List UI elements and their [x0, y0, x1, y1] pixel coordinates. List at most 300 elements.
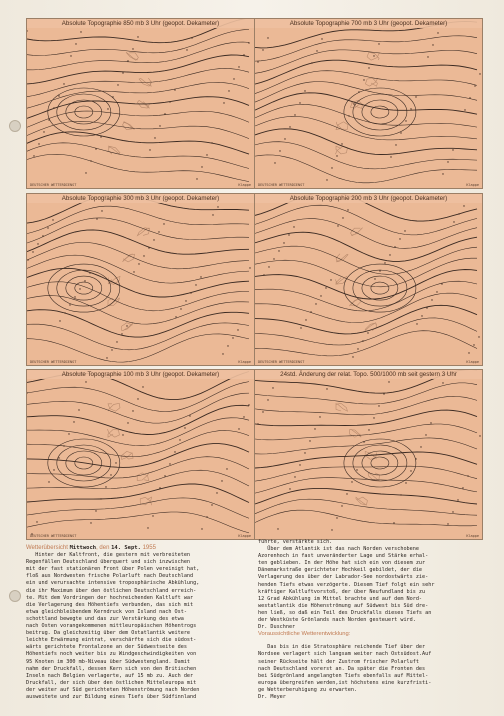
station-dot	[106, 357, 107, 358]
map-footer: DEUTSCHER WETTERDIENST	[30, 534, 77, 538]
map-100mb	[26, 369, 255, 540]
station-dot	[126, 325, 127, 326]
isobar	[27, 444, 249, 468]
text-line: floß aus Nordwesten frische Polarluft nach Deutschland	[26, 573, 194, 580]
station-dot	[330, 279, 331, 280]
station-dot	[400, 132, 401, 133]
text-line: seiner Rückseite hält der Zustrom frischer Polarluft	[258, 658, 419, 665]
report-label: Wetterübersicht	[26, 545, 68, 551]
station-dot	[347, 209, 348, 210]
isobar	[27, 242, 249, 268]
station-dot	[299, 464, 300, 465]
station-dot	[421, 315, 422, 316]
station-dot	[473, 344, 474, 345]
station-dot	[238, 66, 239, 67]
station-dot	[384, 262, 385, 263]
station-dot	[363, 79, 364, 80]
isobar	[27, 484, 249, 503]
station-dot	[452, 149, 453, 150]
pressure-centre-ring	[344, 88, 416, 136]
contour-lines	[255, 370, 482, 539]
station-dot	[190, 292, 191, 293]
station-dot	[27, 259, 28, 260]
station-dot	[142, 386, 143, 387]
coastline	[336, 122, 348, 130]
station-dot	[437, 32, 438, 33]
station-dot	[89, 272, 90, 273]
station-dot	[58, 95, 59, 96]
station-dot	[68, 433, 69, 434]
isobar	[255, 383, 477, 404]
station-dot	[70, 55, 71, 56]
text-line: Azorenhoch in fast unveränderter Lage und Stärke erhal-	[258, 553, 429, 560]
text-line: wärts gerichtete Frontalzone an der Südwestseite des	[26, 644, 187, 651]
isobar	[255, 36, 477, 61]
isobar	[27, 111, 249, 127]
station-dot	[79, 288, 80, 289]
station-dot	[341, 143, 342, 144]
pressure-centre-ring	[75, 106, 93, 118]
station-dot	[33, 155, 34, 156]
station-dot	[326, 179, 327, 180]
station-dot	[441, 283, 442, 284]
isobar	[255, 396, 477, 414]
isobar	[27, 268, 249, 297]
isobar	[255, 293, 477, 323]
station-dot	[153, 239, 154, 240]
station-dot	[267, 399, 268, 400]
station-dot	[467, 475, 468, 476]
map-title: Absolute Topographie 850 mb 3 Uhr (geopot. Dekameter)	[27, 19, 254, 28]
contour-lines	[27, 370, 254, 539]
station-dot	[110, 474, 111, 475]
coastline	[350, 298, 361, 306]
station-dot	[336, 517, 337, 518]
station-dot	[474, 85, 475, 86]
station-dot	[212, 214, 213, 215]
text-line: hen ließ, so daß ein Teil des Druckfalls dieses Tiefs an	[258, 609, 432, 616]
station-dot	[85, 172, 86, 173]
pressure-centre-ring	[362, 100, 398, 124]
station-dot	[404, 230, 405, 231]
isobar	[27, 230, 249, 254]
station-dot	[289, 126, 290, 127]
station-dot	[59, 320, 60, 321]
report-heading	[26, 545, 250, 552]
station-dot	[468, 352, 469, 353]
text-line: der weiter auf Süd gerichteten Höhenströmung nach Norden	[26, 686, 200, 693]
station-dot	[316, 50, 317, 51]
station-dot	[43, 131, 44, 132]
station-dot	[356, 469, 357, 470]
station-dot	[373, 417, 374, 418]
map-stamp: Klappe	[238, 183, 251, 187]
station-dot	[121, 333, 122, 334]
text-line: Über dem Atlantik ist das nach Norden verschobene	[258, 546, 419, 553]
station-dot	[226, 468, 227, 469]
station-dot	[267, 37, 268, 38]
station-dot	[196, 178, 197, 179]
station-dot	[304, 90, 305, 91]
station-dot	[233, 78, 234, 79]
isobar	[255, 142, 477, 169]
coastline	[351, 228, 363, 236]
pressure-centre-ring	[75, 282, 93, 294]
station-dot	[447, 523, 448, 524]
map-thickness-change	[254, 369, 483, 540]
station-dot	[248, 42, 249, 43]
signature-meyer: Dr. Meyer	[258, 693, 286, 700]
station-dot	[277, 528, 278, 529]
station-dot	[127, 422, 128, 423]
station-dot	[211, 142, 212, 143]
forecast-body	[258, 644, 480, 694]
text-line: europa übergreifen werden,ist höchstens eine kurzfristi-	[258, 679, 432, 686]
map-stamp: Klappe	[238, 360, 251, 364]
station-dot	[243, 54, 244, 55]
station-dot	[272, 387, 273, 388]
text-line: Hinter der Kaltfront, die gestern mit verbreiteten	[26, 552, 191, 559]
station-dot	[368, 429, 369, 430]
station-dot	[300, 327, 301, 328]
pressure-centre-ring	[371, 457, 389, 469]
station-dot	[442, 173, 443, 174]
text-line: die Verlagerung des Höhentiefs verbunden, das sich mit	[26, 601, 194, 608]
station-dot	[294, 476, 295, 477]
station-dot	[305, 319, 306, 320]
pressure-centre-ring	[353, 94, 407, 130]
contour-lines	[27, 194, 254, 365]
map-stamp: Klappe	[238, 534, 251, 538]
station-dot	[228, 90, 229, 91]
station-dot	[388, 381, 389, 382]
map-footer: DEUTSCHER WETTERDIENST	[30, 360, 77, 364]
station-dot	[95, 148, 96, 149]
text-line: ein und verursachte intensive troposphärische Abkühlung,	[26, 580, 200, 587]
station-dot	[363, 441, 364, 442]
isobar	[255, 60, 477, 84]
station-dot	[148, 247, 149, 248]
text-line: schottland bewegte und das zur Verstärkung des etwa	[26, 615, 184, 622]
station-dot	[284, 138, 285, 139]
station-dot	[367, 332, 368, 333]
isobar	[27, 393, 249, 423]
station-dot	[116, 341, 117, 342]
station-dot	[111, 349, 112, 350]
text-line: te. Mit dem Vordringen der hochreichenden Kaltluft war	[26, 594, 194, 601]
contour-lines	[27, 19, 254, 188]
coastline	[365, 78, 377, 86]
isobar	[255, 466, 477, 481]
station-dot	[331, 167, 332, 168]
station-dot	[38, 143, 39, 144]
map-footer: DEUTSCHER WETTERDIENST	[258, 360, 305, 364]
station-dot	[469, 97, 470, 98]
station-dot	[53, 469, 54, 470]
station-dot	[96, 218, 97, 219]
isobar	[255, 331, 477, 356]
text-line: Inseln nach Belgien verlagerte, auf 15 mb zu. Auch der	[26, 672, 194, 679]
text-line: nach Deutschland vorerst an. Da später die Fronten des	[258, 665, 426, 672]
station-dot	[164, 475, 165, 476]
report-year: 1955	[142, 545, 156, 551]
station-dot	[410, 108, 411, 109]
text-line: Das bis in die Stratosphäre reichende Tief über der	[258, 644, 426, 651]
station-dot	[78, 409, 79, 410]
isobar	[27, 334, 249, 362]
station-dot	[447, 161, 448, 162]
text-line: nahm der Druckfall, dessen Kern sich von den Britischen	[26, 665, 197, 672]
station-dot	[237, 329, 238, 330]
station-dot	[37, 243, 38, 244]
station-dot	[169, 463, 170, 464]
station-dot	[115, 462, 116, 463]
map-700mb	[254, 18, 483, 189]
station-dot	[351, 481, 352, 482]
station-dot	[348, 115, 349, 116]
coastline	[367, 52, 379, 60]
station-dot	[452, 511, 453, 512]
station-dot	[415, 96, 416, 97]
pressure-centre-ring	[362, 276, 398, 300]
text-line: ge Wetterberuhigung zu erwarten.	[258, 686, 358, 693]
coastline	[137, 100, 149, 108]
map-stamp: Klappe	[466, 534, 479, 538]
station-dot	[352, 356, 353, 357]
station-dot	[154, 137, 155, 138]
station-dot	[42, 235, 43, 236]
coastline	[126, 52, 138, 60]
station-dot	[184, 427, 185, 428]
station-dot	[101, 210, 102, 211]
isobar	[255, 499, 477, 515]
map-title: Absolute Topographie 100 mb 3 Uhr (geopot. Dekameter)	[27, 370, 254, 379]
station-dot	[63, 445, 64, 446]
station-dot	[309, 440, 310, 441]
station-dot	[299, 102, 300, 103]
station-dot	[315, 303, 316, 304]
station-dot	[112, 96, 113, 97]
map-300mb	[26, 193, 255, 366]
station-dot	[336, 155, 337, 156]
station-dot	[243, 416, 244, 417]
station-dot	[164, 113, 165, 114]
punch-hole	[9, 120, 21, 132]
station-dot	[206, 154, 207, 155]
map-title: Absolute Topographie 200 mb 3 Uhr (geopot. Dekameter)	[255, 194, 482, 203]
contour-lines	[255, 19, 482, 188]
station-dot	[69, 304, 70, 305]
station-dot	[132, 410, 133, 411]
station-dot	[47, 227, 48, 228]
station-dot	[52, 219, 53, 220]
text-line: etwa gleichbleibendem Kerndruck von Island nach Ost-	[26, 608, 187, 615]
station-dot	[217, 206, 218, 207]
station-dot	[143, 255, 144, 256]
map-footer: DEUTSCHER WETTERDIENST	[30, 183, 77, 187]
station-dot	[346, 493, 347, 494]
station-dot	[200, 276, 201, 277]
station-dot	[179, 439, 180, 440]
station-dot	[379, 270, 380, 271]
map-stamp: Klappe	[466, 360, 479, 364]
text-line: 95 Knoten im 300 mb-Niveau über Südwestengland. Damit	[26, 658, 191, 665]
map-footer: DEUTSCHER WETTERDIENST	[258, 183, 305, 187]
text-line: 12 Grad Abkühlung im Mittel brachte und auf dem Nord-	[258, 595, 423, 602]
station-dot	[394, 246, 395, 247]
pressure-centre-ring	[48, 88, 120, 136]
text-line: ausweitete und zur Bildung eines Tiefs über Südfinnland	[26, 693, 197, 700]
station-dot	[149, 149, 150, 150]
station-dot	[122, 434, 123, 435]
text-line: ten geblieben. In der Höhe hat sich ein von diesem zur	[258, 560, 426, 567]
station-dot	[152, 515, 153, 516]
station-dot	[206, 516, 207, 517]
text-line: kräftiger Kaltluftvorstoß, der über Neufundland bis zu	[258, 588, 426, 595]
station-dot	[368, 67, 369, 68]
station-dot	[479, 73, 480, 74]
station-dot	[464, 109, 465, 110]
station-dot	[432, 44, 433, 45]
station-dot	[405, 482, 406, 483]
station-dot	[358, 91, 359, 92]
station-dot	[201, 166, 202, 167]
pressure-centre-ring	[371, 106, 389, 118]
station-dot	[211, 504, 212, 505]
station-dot	[431, 299, 432, 300]
isobar	[27, 29, 249, 55]
station-dot	[180, 308, 181, 309]
station-dot	[400, 494, 401, 495]
contour-lines	[255, 194, 482, 365]
station-dot	[283, 242, 284, 243]
station-dot	[221, 480, 222, 481]
station-dot	[100, 136, 101, 137]
station-dot	[436, 291, 437, 292]
text-line: bei Südgrönland angelangten Tiefs ebenfalls auf Mittel-	[258, 672, 429, 679]
station-dot	[357, 348, 358, 349]
text-line: führte, verstärkte sich.	[258, 539, 333, 545]
station-dot	[189, 415, 190, 416]
report-body-continued	[258, 539, 480, 624]
station-dot	[274, 162, 275, 163]
station-dot	[393, 522, 394, 523]
report-right-column	[258, 539, 480, 701]
station-dot	[378, 43, 379, 44]
station-dot	[420, 446, 421, 447]
station-dot	[320, 295, 321, 296]
map-title: Absolute Topographie 300 mb 3 Uhr (geopot. Dekameter)	[27, 194, 254, 203]
station-dot	[132, 48, 133, 49]
station-dot	[174, 451, 175, 452]
station-dot	[248, 404, 249, 405]
station-dot	[133, 271, 134, 272]
station-dot	[319, 416, 320, 417]
station-dot	[105, 486, 106, 487]
station-dot	[63, 83, 64, 84]
map-200mb	[254, 193, 483, 366]
map-stamp: Klappe	[466, 183, 479, 187]
pressure-centre-ring	[48, 264, 120, 312]
isobar	[27, 82, 249, 108]
station-dot	[80, 31, 81, 32]
text-line: beitrug. Da gleichzeitig über dem Ostatlantik weitere	[26, 630, 191, 637]
station-dot	[138, 263, 139, 264]
station-dot	[304, 452, 305, 453]
station-dot	[457, 499, 458, 500]
isobar	[27, 512, 249, 533]
isobar	[27, 418, 249, 446]
station-dot	[84, 280, 85, 281]
station-dot	[294, 114, 295, 115]
station-dot	[415, 458, 416, 459]
isobar	[255, 155, 477, 183]
isobar	[255, 452, 477, 468]
station-dot	[158, 231, 159, 232]
station-dot	[36, 521, 37, 522]
station-dot	[90, 522, 91, 523]
isobar	[255, 93, 477, 114]
station-dot	[232, 337, 233, 338]
pressure-centre-ring	[66, 276, 102, 300]
text-line: die ihr Maximum über den östlichen Deutschland erreich-	[26, 587, 197, 594]
station-dot	[326, 388, 327, 389]
isobar	[255, 205, 477, 235]
station-dot	[100, 498, 101, 499]
station-dot	[95, 510, 96, 511]
isobar	[255, 50, 477, 73]
map-title: Absolute Topographie 700 mb 3 Uhr (geopot. Dekameter)	[255, 19, 482, 28]
map-850mb	[26, 18, 255, 189]
station-dot	[311, 62, 312, 63]
station-dot	[174, 89, 175, 90]
station-dot	[325, 287, 326, 288]
station-dot	[262, 411, 263, 412]
text-line: der Westküste Grönlands nach Norden gesteuert wird.	[258, 617, 416, 624]
station-dot	[458, 213, 459, 214]
station-dot	[175, 316, 176, 317]
station-dot	[27, 30, 28, 31]
isobar	[255, 270, 477, 300]
station-dot	[137, 36, 138, 37]
signature-duschner: Dr. Duschner	[258, 624, 296, 631]
station-dot	[389, 254, 390, 255]
isobar	[27, 296, 249, 325]
station-dot	[430, 422, 431, 423]
station-dot	[278, 250, 279, 251]
coastline	[137, 473, 148, 481]
isobar	[255, 232, 477, 261]
station-dot	[337, 225, 338, 226]
isobar	[27, 97, 249, 119]
station-dot	[85, 381, 86, 382]
isobar	[27, 206, 249, 233]
text-line: henden Tiefs etwas verzögerte. Diesem Tief folgt ein sehr	[258, 581, 435, 588]
isobar	[27, 218, 249, 243]
station-dot	[216, 492, 217, 493]
station-dot	[201, 528, 202, 529]
station-dot	[378, 405, 379, 406]
station-dot	[262, 49, 263, 50]
station-dot	[64, 312, 65, 313]
station-dot	[279, 150, 280, 151]
station-dot	[410, 470, 411, 471]
station-dot	[75, 43, 76, 44]
isobar	[27, 470, 249, 488]
station-dot	[90, 160, 91, 161]
coastline	[122, 323, 133, 331]
station-dot	[416, 323, 417, 324]
